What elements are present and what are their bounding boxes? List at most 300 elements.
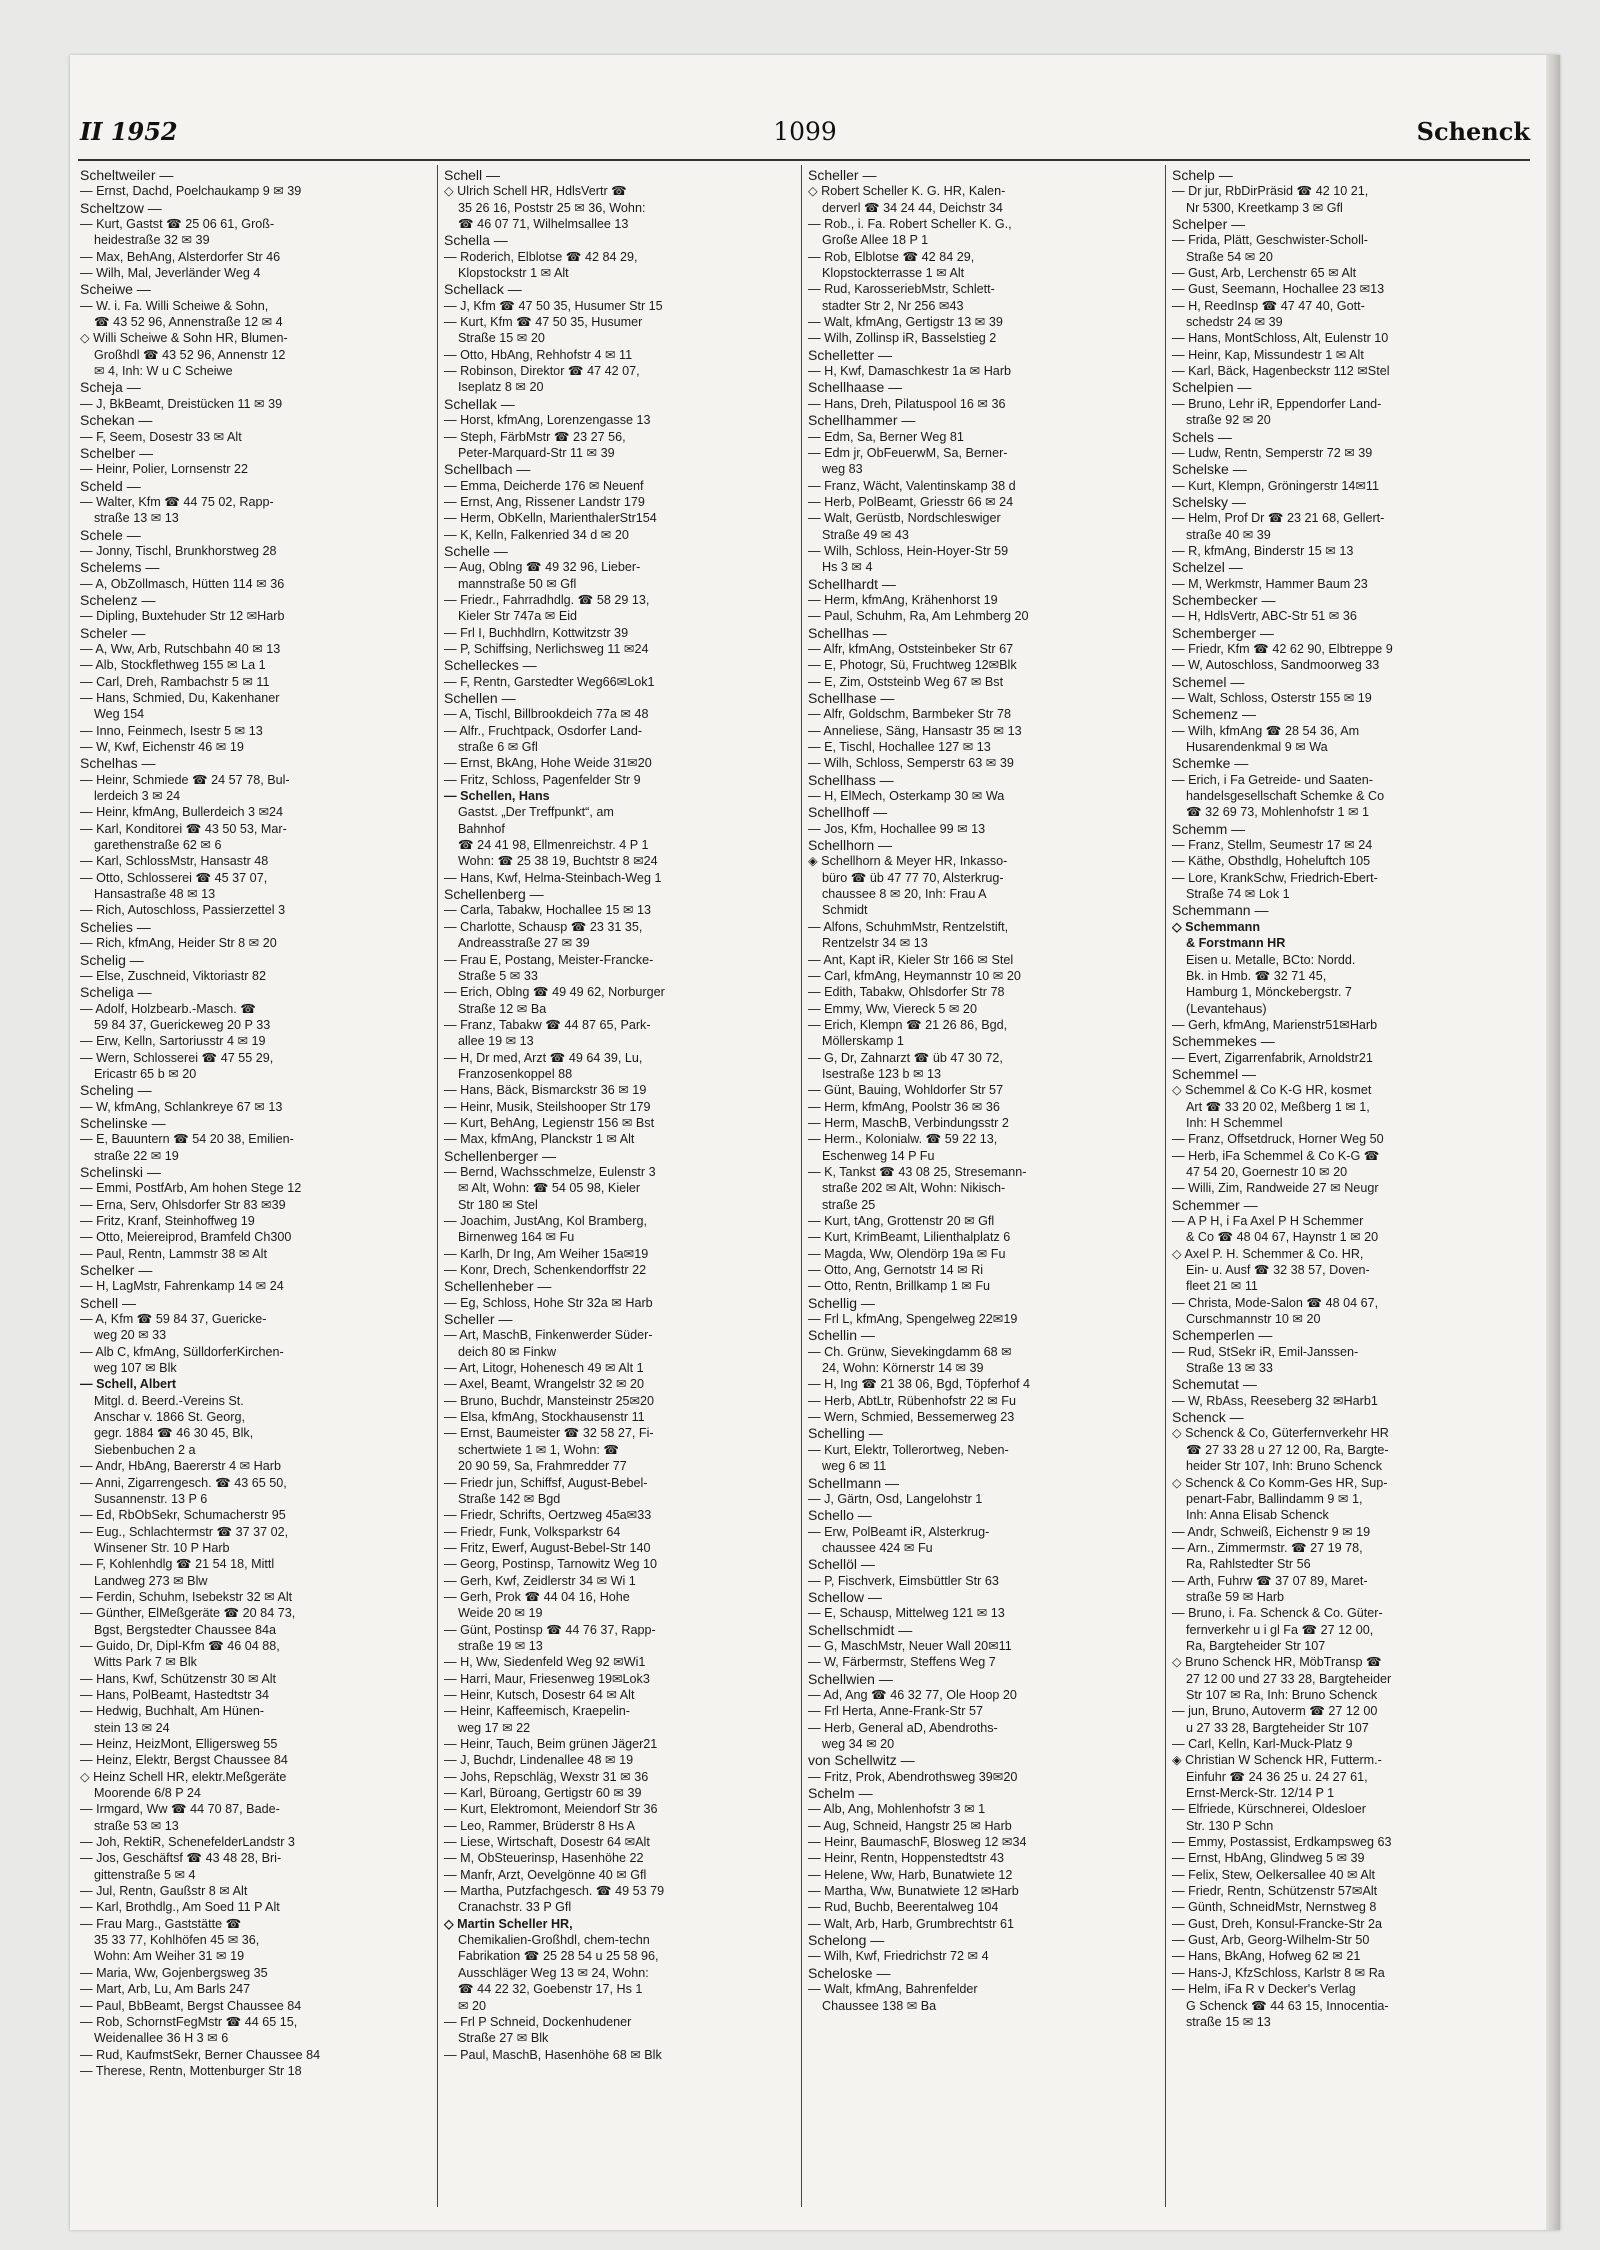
entry-continuation: ✉ 20 [458,1998,487,2013]
directory-entry: — Heinz, Elektr, Bergst Chaussee 84 [80,1753,288,1768]
entry-continuation: Einfuhr ☎ 24 36 25 u. 24 27 61, [1186,1769,1368,1784]
directory-entry: — Gust, Seemann, Hochallee 23 ✉13 [1172,282,1385,297]
surname-heading: Schele — [80,526,141,543]
directory-entry: — Bruno, Buchdr, Mansteinstr 25✉20 [444,1393,655,1408]
directory-entry: — Anneliese, Säng, Hansastr 35 ✉ 13 [808,723,1022,738]
directory-entry: — J, Buchdr, Lindenallee 48 ✉ 19 [444,1753,634,1768]
directory-entry: — Walt, Gerüstb, Nordschleswiger [808,511,1001,526]
directory-entry: — H, ReedInsp ☎ 47 47 40, Gott- [1172,298,1365,313]
directory-entry: — Georg, Postinsp, Tarnowitz Weg 10 [444,1557,658,1572]
directory-entry: — Friedr., Fahrradhdlg. ☎ 58 29 13, [444,592,650,607]
directory-entry: — Eg, Schloss, Hohe Str 32a ✉ Harb [444,1295,653,1310]
surname-heading: Schellhammer — [808,412,916,429]
surname-heading: Schelker — [80,1262,153,1279]
directory-entry: — H, Dr med, Arzt ☎ 49 64 39, Lu, [444,1050,643,1065]
directory-entry: ◇ Bruno Schenck HR, MöbTransp ☎ [1172,1655,1382,1670]
directory-entry: — A, ObZollmasch, Hütten 114 ✉ 36 [80,576,285,591]
directory-entry: — Herb, General aD, Abendroths- [808,1720,998,1735]
directory-entry: — Eug., Schlachtermstr ☎ 37 37 02, [80,1524,289,1539]
directory-entry: — F, Kohlenhdlg ☎ 21 54 18, Mittl [80,1557,275,1572]
directory-entry: ◇ Robert Scheller K. G. HR, Kalen- [808,184,1006,199]
directory-entry: ◈ Schellhorn & Meyer HR, Inkasso- [808,854,1008,869]
entry-continuation: ☎ 32 69 73, Mohlenhofstr 1 ✉ 1 [1186,805,1370,820]
directory-entry: — M, ObSteuerinsp, Hasenhöhe 22 [444,1851,644,1866]
directory-entry: — Hans, Kwf, Helma-Steinbach-Weg 1 [444,870,662,885]
directory-entry: — Edm jr, ObFeuerwM, Sa, Berner- [808,445,1008,460]
directory-entry: — Kurt, Klempn, Gröningerstr 14✉11 [1172,478,1380,493]
directory-entry: — H, Kwf, Damaschkestr 1a ✉ Harb [808,364,1012,379]
directory-entry: — Herm., Kolonialw. ☎ 59 22 13, [808,1132,998,1147]
surname-heading: Schemke — [1172,755,1249,772]
directory-entry: — Jonny, Tischl, Brunkhorstweg 28 [80,543,277,558]
directory-entry: — Fritz, Kranf, Steinhoffweg 19 [80,1214,255,1228]
surname-heading: Scheling — [80,1082,152,1099]
entry-continuation: Schmidt [822,903,868,918]
entry-continuation: Straße 27 ✉ Blk [458,2031,549,2046]
directory-entry: — P, Schiffsing, Nerlichsweg 11 ✉24 [444,641,649,656]
entry-continuation: Großhdl ☎ 43 52 96, Annenstr 12 [94,347,286,362]
entry-continuation: Witts Park 7 ✉ Blk [94,1655,197,1670]
directory-entry: — Karl, Büroang, Gertigstr 60 ✉ 39 [444,1786,642,1801]
directory-entry: — Adolf, Holzbearb.-Masch. ☎ [80,1001,256,1016]
surname-heading: Schelies — [80,918,151,935]
surname-heading: Schelenz — [80,591,156,608]
directory-entry: — R, kfmAng, Binderstr 15 ✉ 13 [1172,543,1354,558]
directory-entry: — Aug, Schneid, Hangstr 25 ✉ Harb [808,1818,1012,1833]
surname-heading: Schelig — [80,951,144,968]
surname-heading: Schemel — [1172,673,1245,690]
directory-entry: — A P H, i Fa Axel P H Schemmer [1172,1214,1364,1228]
entry-continuation: Peter-Marquard-Str 11 ✉ 39 [458,445,615,460]
directory-entry: — Else, Zuschneid, Viktoriastr 82 [80,968,266,983]
directory-entry: — Erw, Kelln, Sartoriusstr 4 ✉ 19 [80,1034,266,1049]
entry-continuation: u 27 33 28, Bargteheider Str 107 [1186,1720,1369,1735]
directory-entry: — A, Tischl, Billbrookdeich 77a ✉ 48 [444,707,649,722]
directory-entry: — Käthe, Obsthdlg, Hoheluftch 105 [1172,854,1371,869]
directory-entry: — Ch. Grünw, Sievekingdamm 68 ✉ [808,1344,1012,1359]
directory-entry: ◇ Schenck & Co Komm-Ges HR, Sup- [1172,1475,1388,1490]
directory-entry: — Emmy, Postassist, Erdkampsweg 63 [1172,1835,1392,1850]
directory-entry: — Lore, KrankSchw, Friedrich-Ebert- [1172,870,1378,885]
directory-entry: — W, Kwf, Eichenstr 46 ✉ 19 [80,740,244,755]
entry-continuation: schedstr 24 ✉ 39 [1186,315,1283,330]
directory-entry: — Karl, Bäck, Hagenbeckstr 112 ✉Stel [1172,364,1390,379]
column-3 [808,167,1158,2207]
directory-entry: — Herm, kfmAng, Poolstr 36 ✉ 36 [808,1099,1000,1114]
entry-continuation: straße 6 ✉ Gfl [458,740,538,755]
directory-entry: — F, Seem, Dosestr 33 ✉ Alt [80,429,242,444]
directory-entry: — Carl, Dreh, Rambachstr 5 ✉ 11 [80,674,270,689]
directory-entry: — H, Ww, Siedenfeld Weg 92 ✉Wi1 [444,1655,646,1670]
directory-entry: — Ernst, Dachd, Poelchaukamp 9 ✉ 39 [80,184,302,199]
directory-entry: — Heinr, Musik, Steilshooper Str 179 [444,1099,651,1114]
entry-continuation: straße 40 ✉ 39 [1186,527,1271,542]
directory-entry: — Heinr, Kap, Missundestr 1 ✉ Alt [1172,347,1364,362]
surname-heading: Schelber — [80,444,154,461]
directory-entry: — Alb, Ang, Mohlenhofstr 3 ✉ 1 [808,1802,986,1817]
directory-entry: ◈ Christian W Schenck HR, Futterm.- [1172,1753,1382,1768]
entry-continuation: gittenstraße 5 ✉ 4 [94,1867,196,1882]
surname-heading: Schelling — [808,1425,883,1442]
directory-entry: — Bruno, i. Fa. Schenck & Co. Güter- [1172,1606,1383,1621]
directory-entry: — E, Schausp, Mittelweg 121 ✉ 13 [808,1606,1005,1621]
surname-heading: Schelems — [80,559,160,576]
header-rule [78,159,1530,161]
entry-continuation: straße 13 ✉ 13 [94,511,179,526]
directory-entry: — Paul, Schuhm, Ra, Am Lehmberg 20 [808,609,1029,624]
directory-entry: — Hedwig, Buchhalt, Am Hünen- [80,1704,265,1719]
entry-continuation: straße 15 ✉ 13 [1186,2014,1271,2029]
directory-entry: — Andr, Schweiß, Eichenstr 9 ✉ 19 [1172,1524,1371,1539]
entry-continuation: Mitgl. d. Beerd.-Vereins St. [94,1393,244,1408]
entry-continuation: Chemikalien-Großhdl, chem-techn [458,1933,650,1948]
surname-heading: Schellak — [444,395,515,412]
directory-entry: — J, Gärtn, Osd, Langelohstr 1 [808,1491,983,1506]
directory-entry: — G, Dr, Zahnarzt ☎ üb 47 30 72, [808,1050,1003,1065]
directory-entry: — Karl, Konditorei ☎ 43 50 53, Mar- [80,821,287,836]
directory-entry: — F, Rentn, Garstedter Weg66✉Lok1 [444,674,655,689]
entry-continuation: Bgst, Bergstedter Chaussee 84a [94,1622,277,1637]
directory-entry: — Dipling, Buxtehuder Str 12 ✉Harb [80,609,285,624]
directory-entry: — Jos, Kfm, Hochallee 99 ✉ 13 [808,821,986,836]
directory-entry: — A, Kfm ☎ 59 84 37, Guericke- [80,1312,267,1327]
entry-continuation: Straße 13 ✉ 33 [1186,1361,1273,1376]
entry-continuation: Susannenstr. 13 P 6 [94,1491,208,1506]
directory-entry: — Walt, Schloss, Osterstr 155 ✉ 19 [1172,691,1372,705]
entry-continuation: deich 80 ✉ Finkw [458,1344,557,1359]
surname-heading: Schellhase — [808,690,895,706]
surname-heading: Schemm — [1172,820,1246,837]
surname-heading: Scheld — [80,477,141,494]
entry-continuation: büro ☎ üb 47 77 70, Alsterkrug- [822,870,1004,885]
page-number: 1099 [773,117,837,146]
directory-entry: — Heinr, Kaffeemisch, Kraepelin- [444,1704,630,1719]
entry-continuation: stein 13 ✉ 24 [94,1720,170,1735]
directory-entry: — Frl L, kfmAng, Spengelweg 22✉19 [808,1312,1018,1327]
directory-entry: — Max, kfmAng, Planckstr 1 ✉ Alt [444,1132,635,1147]
surname-heading: Schellöl — [808,1556,875,1573]
directory-entry: ◇ Axel P. H. Schemmer & Co. HR, [1172,1246,1364,1261]
directory-entry: — Ernst, Baumeister ☎ 32 58 27, Fi- [444,1426,654,1441]
directory-entry: — Günther, ElMeßgeräte ☎ 20 84 73, [80,1606,296,1621]
column-1 [80,167,430,2207]
entry-continuation: heidestraße 32 ✉ 39 [94,233,210,248]
directory-entry: ◇ Martin Scheller HR, [444,1916,573,1931]
entry-continuation: Weidenallee 36 H 3 ✉ 6 [94,2031,229,2046]
directory-entry: — Ferdin, Schuhm, Isebekstr 32 ✉ Alt [80,1589,293,1604]
entry-continuation: Weide 20 ✉ 19 [458,1606,543,1621]
directory-entry: — Martha, Putzfachgesch. ☎ 49 53 79 [444,1884,665,1899]
surname-heading: Scheja — [80,379,141,396]
surname-heading: Schelsky — [1172,493,1246,510]
directory-entry: — Karlh, Dr Ing, Am Weiher 15a✉19 [444,1246,649,1261]
directory-entry: — Schell, Albert [80,1377,177,1392]
entry-continuation: handelsgesellschaft Schemke & Co [1186,789,1385,804]
entry-continuation: gegr. 1884 ☎ 46 30 45, Blk, [94,1426,254,1441]
surname-heading: Schelong — [808,1932,885,1949]
entry-continuation: ☎ 46 07 71, Wilhelmsallee 13 [458,217,629,232]
directory-entry: — E, Photogr, Sü, Fruchtweg 12✉Blk [808,658,1017,673]
directory-entry: — Paul, BbBeamt, Bergst Chaussee 84 [80,1998,302,2013]
directory-entry: — Wilh, Kwf, Friedrichstr 72 ✉ 4 [808,1949,989,1964]
directory-entry: — E, Tischl, Hochallee 127 ✉ 13 [808,740,991,755]
surname-heading: Schelpien — [1172,379,1252,396]
entry-continuation: Isestraße 123 b ✉ 13 [822,1066,942,1081]
directory-entry: — Friedr, Rentn, Schützenstr 57✉Alt [1172,1884,1378,1899]
directory-entry: — J, Kfm ☎ 47 50 35, Husumer Str 15 [444,298,663,313]
directory-entry: — Felix, Stew, Oelkersallee 40 ✉ Alt [1172,1867,1376,1882]
directory-entry: — Fritz, Prok, Abendrothsweg 39✉20 [808,1769,1018,1784]
directory-entry: — Alb C, kfmAng, SülldorferKirchen- [80,1344,284,1359]
directory-entry: — Erich, Klempn ☎ 21 26 86, Bgd, [808,1017,1008,1032]
directory-entry: — Johs, Repschläg, Wexstr 31 ✉ 36 [444,1769,649,1784]
entry-continuation: weg 20 ✉ 33 [94,1328,167,1343]
directory-entry: — Heinr, Tauch, Beim grünen Jäger21 [444,1737,658,1751]
directory-entry: — Herb, PolBeamt, Griesstr 66 ✉ 24 [808,494,1014,509]
entry-continuation: Str. 130 P Schn [1186,1818,1274,1833]
directory-entry: — J, BkBeamt, Dreistücken 11 ✉ 39 [80,396,283,411]
directory-entry: — Edith, Tabakw, Ohlsdorfer Str 78 [808,985,1005,1000]
directory-entry: ◇ Schemmel & Co K-G HR, kosmet [1172,1083,1372,1098]
directory-entry: — Alfr, Goldschm, Barmbeker Str 78 [808,707,1011,722]
entry-continuation: Moorende 6/8 P 24 [94,1786,201,1801]
directory-entry: — Irmgard, Ww ☎ 44 70 87, Bade- [80,1802,280,1817]
column-divider [1165,165,1166,2207]
directory-entry: — Erna, Serv, Ohlsdorfer Str 83 ✉39 [80,1197,286,1212]
surname-heading: Schelhas — [80,755,156,772]
entry-continuation: Straße 12 ✉ Ba [458,1001,547,1016]
directory-entry: — Heinr, kfmAng, Bullerdeich 3 ✉24 [80,805,284,820]
directory-entry: — Manfr, Arzt, Oevelgönne 40 ✉ Gfl [444,1867,647,1882]
directory-entry: — Evert, Zigarrenfabrik, Arnoldstr21 [1172,1050,1373,1065]
entry-continuation: ☎ 43 52 96, Annenstraße 12 ✉ 4 [94,315,283,330]
directory-entry: — H, LagMstr, Fahrenkamp 14 ✉ 24 [80,1279,284,1294]
directory-entry: — Robinson, Direktor ☎ 47 42 07, [444,364,640,379]
entry-continuation: Fabrikation ☎ 25 28 54 u 25 58 96, [458,1949,659,1964]
directory-entry: — H, HdlsVertr, ABC-Str 51 ✉ 36 [1172,609,1357,624]
entry-continuation: Cranachstr. 33 P Gfl [458,1900,572,1915]
surname-heading: Schellhass — [808,771,894,788]
surname-heading: Schello — [808,1507,872,1524]
surname-heading: Schelinski — [80,1163,161,1180]
directory-entry: ◇ Willi Scheiwe & Sohn HR, Blumen- [80,331,288,346]
surname-heading: Schellack — [444,281,522,298]
surname-heading: Schellhas — [808,624,887,641]
directory-entry: — Hans, BkAng, Hofweg 62 ✉ 21 [1172,1949,1361,1964]
surname-heading: Scheiwe — [80,281,151,298]
surname-heading: Schellenberg — [444,886,544,903]
directory-entry: — Alb, Stockflethweg 155 ✉ La 1 [80,658,266,673]
directory-entry: — Anni, Zigarrengesch. ☎ 43 65 50, [80,1475,287,1490]
surname-heading: Schellhorn — [808,837,893,854]
directory-entry: — Bernd, Wachsschmelze, Eulenstr 3 [444,1164,656,1179]
surname-heading: Schemenz — [1172,706,1257,723]
directory-entry: — Helm, Prof Dr ☎ 23 21 68, Gellert- [1172,511,1385,526]
entry-continuation: Bahnhof [458,821,505,836]
directory-entry: — Franz, Stellm, Seumestr 17 ✉ 24 [1172,838,1373,853]
entry-continuation: weg 17 ✉ 22 [458,1720,531,1735]
entry-continuation: Straße 5 ✉ 33 [458,968,538,983]
directory-entry: — Hans, Bäck, Bismarckstr 36 ✉ 19 [444,1083,647,1098]
directory-entry: — Ernst, HbAng, Glindweg 5 ✉ 39 [1172,1851,1365,1866]
surname-heading: Schellbach — [444,461,531,478]
directory-entry: — Carl, Kelln, Karl-Muck-Platz 9 [1172,1737,1353,1751]
directory-entry: — Friedr, Schrifts, Oertzweg 45a✉33 [444,1508,652,1523]
entry-continuation: straße 25 [822,1197,876,1212]
entry-continuation: Ein- u. Ausf ☎ 32 38 57, Doven- [1186,1263,1370,1278]
entry-continuation: ☎ 27 33 28 u 27 12 00, Ra, Bargte- [1186,1442,1389,1457]
directory-entry: — Otto, HbAng, Rehhofstr 4 ✉ 11 [444,347,633,362]
entry-continuation: Landweg 273 ✉ Blw [94,1573,208,1588]
surname-heading: Scheliga — [80,984,152,1001]
directory-entry: — Emma, Deicherde 176 ✉ Neuenf [444,478,644,493]
entry-continuation: derverl ☎ 34 24 44, Deichstr 34 [822,200,1003,215]
entry-continuation: weg 34 ✉ 20 [822,1737,895,1751]
directory-entry: — Ernst, Ang, Rissener Landstr 179 [444,494,645,509]
surname-heading: Schellenberger — [444,1147,557,1164]
directory-entry: — Walter, Kfm ☎ 44 75 02, Rapp- [80,494,274,509]
directory-entry: — Charlotte, Schausp ☎ 23 31 35, [444,919,643,934]
entry-continuation: 35 33 77, Kohlhöfen 45 ✉ 36, [94,1933,260,1948]
directory-entry: — Hans, MontSchloss, Alt, Eulenstr 10 [1172,331,1389,346]
directory-entry: — Kurt, Elektromont, Meiendorf Str 36 [444,1802,658,1817]
directory-entry: — Walt, kfmAng, Gertigstr 13 ✉ 39 [808,315,1003,330]
directory-entry: — Mart, Arb, Lu, Am Barls 247 [80,1982,251,1997]
directory-entry: — E, Zim, Oststeinb Weg 67 ✉ Bst [808,674,1004,689]
directory-entry: — Dr jur, RbDirPräsid ☎ 42 10 21, [1172,184,1369,199]
entry-continuation: Chaussee 138 ✉ Ba [822,1998,937,2013]
entry-continuation: Bk. in Hmb. ☎ 32 71 45, [1186,968,1327,983]
directory-entry: — W, RbAss, Reeseberg 32 ✉Harb1 [1172,1393,1378,1408]
entry-continuation: Husarendenkmal 9 ✉ Wa [1186,740,1328,755]
directory-entry: — Frida, Plätt, Geschwister-Scholl- [1172,233,1368,248]
column-2 [444,167,794,2207]
directory-entry: — A, Ww, Arb, Rutschbahn 40 ✉ 13 [80,641,281,656]
directory-entry: — Martha, Ww, Bunatwiete 12 ✉Harb [808,1884,1019,1899]
surname-heading: Schellmann — [808,1474,900,1491]
entry-continuation: & Forstmann HR [1186,936,1286,951]
entry-continuation: Straße 54 ✉ 20 [1186,249,1273,264]
directory-entry: — Gerh, kfmAng, Marienstr51✉Harb [1172,1017,1378,1032]
directory-entry: — Wilh, Zollinsp iR, Basselstieg 2 [808,331,997,346]
directory-entry: — Kurt, Gastst ☎ 25 06 61, Groß- [80,217,275,232]
surname-heading: Schellhaase — [808,379,903,396]
entry-continuation: weg 6 ✉ 11 [822,1459,887,1474]
entry-continuation: allee 19 ✉ 13 [458,1034,534,1049]
directory-entry: — Paul, MaschB, Hasenhöhe 68 ✉ Blk [444,2047,662,2062]
directory-entry: ◇ Ulrich Schell HR, HdlsVertr ☎ [444,184,627,199]
directory-entry: — Rud, Buchb, Beerentalweg 104 [808,1900,999,1915]
directory-entry: — Franz, Wächt, Valentinskamp 38 d [808,478,1016,493]
surname-heading: Scheltzow — [80,199,162,216]
surname-heading: Schelletter — [808,346,893,363]
directory-entry: — Heinr, Schmiede ☎ 24 57 78, Bul- [80,772,290,787]
directory-entry: — Heinz, HeizMont, Elligersweg 55 [80,1737,278,1751]
surname-heading: Scheller — [808,167,877,183]
directory-entry: — Erw, PolBeamt iR, Alsterkrug- [808,1524,990,1539]
surname-heading: Schelzel — [1172,559,1243,576]
directory-entry: — Ed, RbObSekr, Schumacherstr 95 [80,1508,286,1523]
directory-entry: — Rud, KaufmstSekr, Berner Chaussee 84 [80,2047,321,2062]
surname-heading: Schelleckes — [444,657,537,674]
surname-heading: Schelske — [1172,461,1247,478]
directory-entry: — G, MaschMstr, Neuer Wall 20✉11 [808,1638,1012,1653]
directory-entry: — Aug, Oblng ☎ 49 32 96, Lieber- [444,560,641,575]
directory-entry: — Otto, Meiereiprod, Bramfeld Ch300 [80,1230,292,1245]
entry-continuation: chaussee 8 ✉ 20, Inh: Frau A [822,887,987,902]
entry-continuation: Anschar v. 1866 St. Georg, [94,1410,245,1425]
directory-entry: — Axel, Beamt, Wrangelstr 32 ✉ 20 [444,1377,645,1392]
directory-entry: — Hans, Schmied, Du, Kakenhaner [80,691,280,705]
directory-entry: — Alfr., Fruchtpack, Osdorfer Land- [444,723,643,738]
directory-entry: — Walt, kfmAng, Bahrenfelder [808,1982,978,1997]
directory-entry: — Ad, Ang ☎ 46 32 77, Ole Hoop 20 [808,1687,1017,1702]
surname-heading: Schellhoff — [808,804,888,821]
surname-heading: Schella — [444,232,508,249]
directory-entry: — Arn., Zimmermstr. ☎ 27 19 78, [1172,1540,1363,1555]
entry-continuation: Inh: Anna Elisab Schenck [1186,1508,1329,1523]
directory-entry: — Horst, kfmAng, Lorenzengasse 13 [444,413,651,428]
entry-continuation: Gastst. „Der Treffpunkt“, am [458,805,614,820]
entry-continuation: 20 90 59, Sa, Frahmredder 77 [458,1459,627,1474]
surname-heading: Schellwien — [808,1670,893,1687]
entry-continuation: straße 19 ✉ 13 [458,1638,543,1653]
directory-entry: — Alfons, SchuhmMstr, Rentzelstift, [808,919,1009,934]
entry-continuation: mannstraße 50 ✉ Gfl [458,576,577,591]
directory-entry: — Friedr, Funk, Volksparkstr 64 [444,1524,621,1539]
directory-entry: — Walt, Arb, Harb, Grumbrechtstr 61 [808,1916,1014,1931]
directory-entry: — Steph, FärbMstr ☎ 23 27 56, [444,429,626,444]
entry-continuation: Klopstockstr 1 ✉ Alt [458,266,569,281]
directory-entry: — Paul, Rentn, Lammstr 38 ✉ Alt [80,1246,267,1261]
entry-continuation: Winsener Str. 10 P Harb [94,1540,230,1555]
directory-entry: — Harri, Maur, Friesenweg 19✉Lok3 [444,1671,650,1686]
directory-entry: — Therese, Rentn, Mottenburger Str 18 [80,2063,302,2078]
directory-entry: — Herm, ObKelln, MarienthalerStr154 [444,511,657,526]
surname-heading: Schellin — [808,1327,875,1344]
directory-entry: — Leo, Rammer, Brüderstr 8 Hs A [444,1818,636,1833]
directory-entry: — W, kfmAng, Schlankreye 67 ✉ 13 [80,1099,283,1114]
entry-continuation: schertwiete 1 ✉ 1, Wohn: ☎ [458,1442,620,1457]
directory-entry: — Elsa, kfmAng, Stockhausenstr 11 [444,1410,645,1425]
entry-continuation: Straße 49 ✉ 43 [822,527,909,542]
directory-entry: — Willi, Zim, Randweide 27 ✉ Neugr [1172,1181,1379,1196]
directory-entry: — Magda, Ww, Olendörp 19a ✉ Fu [808,1246,1006,1261]
directory-entry: — Gerh, Prok ☎ 44 04 16, Hohe [444,1589,630,1604]
entry-continuation: Ernst-Merck-Str. 12/14 P 1 [1186,1786,1335,1801]
directory-entry: — Franz, Offsetdruck, Horner Weg 50 [1172,1132,1384,1147]
directory-entry: — Heinr, Kutsch, Dosestr 64 ✉ Alt [444,1687,635,1702]
entry-continuation: straße 59 ✉ Harb [1186,1589,1285,1604]
entry-continuation: straße 202 ✉ Alt, Wohn: Nikisch- [822,1181,1006,1196]
directory-entry: — Rud, StSekr iR, Emil-Janssen- [1172,1344,1359,1359]
directory-entry: — Hans-J, KfzSchloss, Karlstr 8 ✉ Ra [1172,1965,1385,1980]
directory-entry: — Friedr jun, Schiffsf, August-Bebel- [444,1475,648,1490]
directory-entry: — Heinr, Rentn, Hoppenstedtstr 43 [808,1851,1005,1866]
entry-continuation: 59 84 37, Guerickeweg 20 P 33 [94,1017,271,1032]
directory-entry: — Edm, Sa, Berner Weg 81 [808,429,964,444]
directory-entry: — H, Ing ☎ 21 38 06, Bgd, Töpferhof 4 [808,1377,1030,1392]
directory-entry: — Kurt, Kfm ☎ 47 50 35, Husumer [444,315,643,330]
directory-entry: — Roderich, Elblotse ☎ 42 84 29, [444,249,638,264]
entry-continuation: ✉ Alt, Wohn: ☎ 54 05 98, Kieler [458,1181,641,1196]
directory-entry: — Fritz, Schloss, Pagenfelder Str 9 [444,772,641,787]
directory-entry: — Wilh, kfmAng ☎ 28 54 36, Am [1172,723,1360,738]
directory-entry: — W. i. Fa. Willi Scheiwe & Sohn, [80,298,269,313]
directory-entry: — Jul, Rentn, Gaußstr 8 ✉ Alt [80,1884,248,1899]
surname-heading: Schenck — [1172,1409,1244,1426]
surname-heading: Schelinske — [80,1114,166,1131]
